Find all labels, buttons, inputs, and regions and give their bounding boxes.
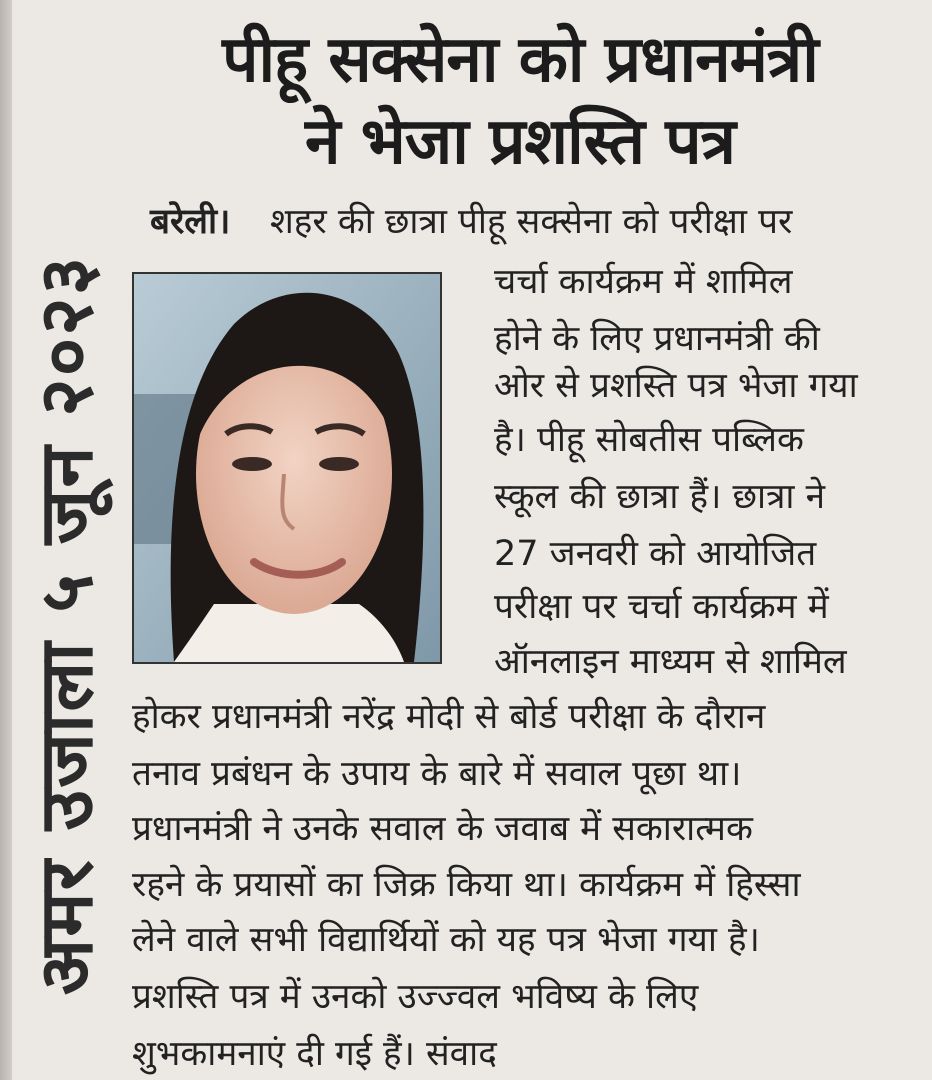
article-line: लेने वाले सभी विद्यार्थियों को यह पत्र भेजा गया है। — [132, 920, 760, 960]
article-line: शहर की छात्रा पीहू सक्सेना को परीक्षा पर — [270, 202, 793, 242]
article-line: परीक्षा पर चर्चा कार्यक्रम में — [494, 587, 829, 627]
article-line: होने के लिए प्रधानमंत्री की — [494, 319, 820, 359]
student-photo — [132, 272, 442, 664]
article-line: रहने के प्रयासों का जिक्र किया था। कार्यक्रम में हिस्सा — [132, 865, 801, 905]
portrait-image — [134, 274, 440, 662]
article-line: प्रशस्ति पत्र में उनको उज्ज्वल भविष्य के लिए — [132, 977, 699, 1017]
article-line: प्रधानमंत्री ने उनके सवाल के जवाब में सकारात्मक — [132, 809, 753, 849]
article-line: चर्चा कार्यक्रम में शामिल — [494, 262, 793, 302]
article-line: ऑनलाइन माध्यम से शामिल — [494, 642, 847, 682]
article-line: ओर से प्रशस्ति पत्र भेजा गया — [494, 366, 858, 406]
headline-line-1: पीहू सक्सेना को प्रधानमंत्री — [222, 23, 818, 97]
headline-line-2: ने भेजा प्रशस्ति पत्र — [305, 105, 735, 179]
article-dateline: बरेली। — [150, 202, 231, 242]
article-line: 27 जनवरी को आयोजित — [494, 534, 817, 574]
article-line: शुभकामनाएं दी गई हैं। संवाद — [132, 1034, 497, 1074]
article-line: स्कूल की छात्रा हैं। छात्रा ने — [494, 477, 826, 517]
article-line: है। पीहू सोबतीस पब्लिक — [494, 420, 804, 460]
article-line: तनाव प्रबंधन के उपाय के बारे में सवाल पूछा था। — [132, 754, 742, 794]
article-line: होकर प्रधानमंत्री नरेंद्र मोदी से बोर्ड परीक्षा के दौरान — [132, 697, 766, 737]
stamp-text: अमर उजाला ५ जून २०२३ — [23, 254, 110, 996]
handwritten-date-stamp — [8, 190, 118, 1060]
